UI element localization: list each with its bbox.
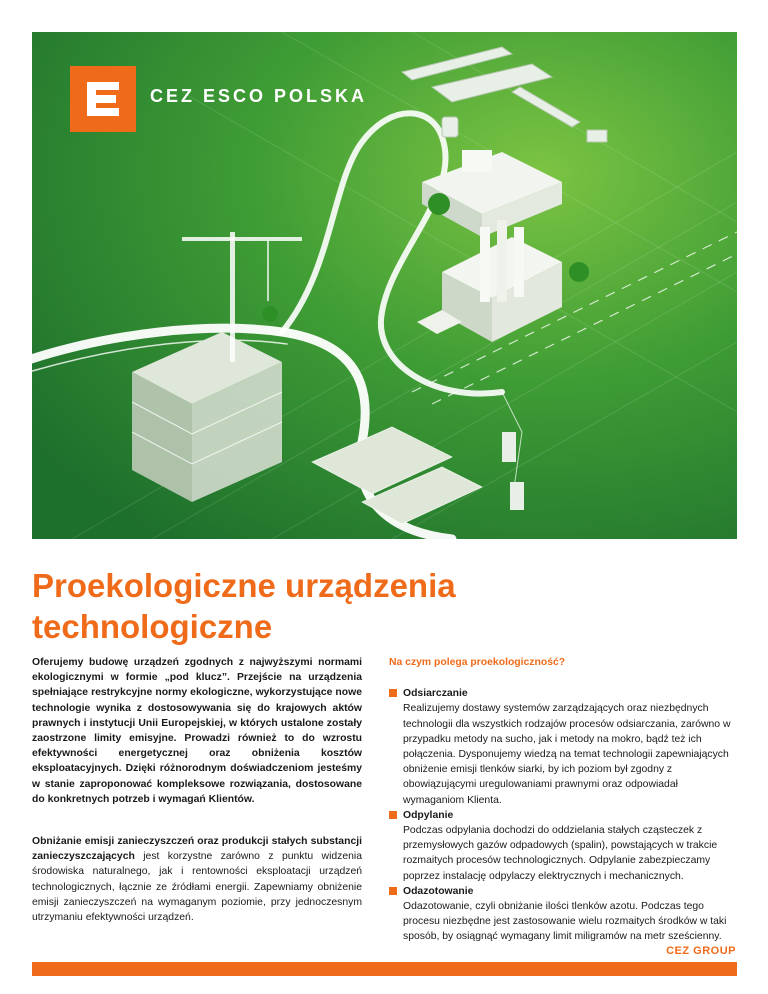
section-question: Na czym polega proekologiczność? bbox=[389, 657, 566, 668]
list-item bbox=[389, 808, 737, 884]
emissions-paragraph-bold: Obniżanie emisji zanieczyszczeń oraz produkcji stałych substancji zanieczyszczających bbox=[32, 836, 362, 863]
emissions-paragraph-text: jest korzystne zarówno z punktu widzenia środowiska naturalnego, jak i rentowności eksploatacji urządzeń technologicznych, łącznie ze źródłami energii. Zapewniamy obniżenie emisji zanieczyszczeń na wymaganym poziomie, przy jednoczesnym utrzymaniu efektywności urządzeń. bbox=[32, 851, 362, 924]
bottom-accent-bar bbox=[32, 962, 737, 976]
list-item-heading: Odsiarczanie bbox=[403, 688, 468, 700]
list-item-heading: Odazotowanie bbox=[403, 885, 474, 897]
intro-paragraph: Oferujemy budowę urządzeń zgodnych z najwyższymi normami ekologicznymi w formie „pod klucz”. Przejście na urządzenia spełniające restrykcyjne normy ekologiczne, wykorzystujące nowe technologie wynika z dostosowywania się do krajowych aktów prawnych i instytucji Unii Europejskiej, w których ustalone zostały zaostrzone limity emisyjne. Prowadzi również to do wzrostu efektywności energetycznej oraz obniżenia kosztów eksploatacyjnych. Dzięki różnorodnym doświadczeniom jesteśmy w stanie zaproponować kompleksowe rozwiązania, dostosowane do konkretnych potrzeb i wymagań Klientów. bbox=[32, 657, 362, 805]
cez-logo-icon bbox=[70, 66, 136, 132]
list-item-heading: Odpylanie bbox=[403, 809, 454, 821]
page-title-line-2: technologiczne bbox=[32, 608, 273, 645]
list-item bbox=[389, 884, 737, 945]
industrial-landscape-illustration bbox=[32, 32, 737, 539]
list-item-text: Realizujemy dostawy systemów zarządzających oraz niezbędnych technologii dla wszystkich rodzajów procesów odsiarczania, zarówno w przypadku metody na sucho, jak i metody na mokro, bądź też ich połączenia. Dysponujemy wiedzą na temat technologii zapewniających obniżenie emisji tlenków siarki, by ich poziom był zgodny z obowiązującymi uregulowaniami prawnymi oraz odpowiadał wymaganiom Klienta. bbox=[403, 703, 731, 806]
emissions-paragraph bbox=[32, 834, 362, 925]
page-title bbox=[32, 565, 632, 647]
footer-brand: CEZ GROUP bbox=[666, 945, 736, 957]
list-item-text: Odazotowanie, czyli obniżanie ilości tlenków azotu. Podczas tego procesu niezbędne jest zastosowanie wielu rozmaitych środków w taki sposób, by osiągnąć wymagany limit miligramów na metr sześcienny. bbox=[403, 901, 727, 943]
orange-square-bullet-icon bbox=[389, 811, 397, 819]
brand-name: CEZ ESCO POLSKA bbox=[150, 86, 368, 106]
list-item-text: Podczas odpylania dochodzi do oddzielania stałych cząsteczek z przemysłowych gazów odpadowych (spalin), powstających w trakcie rozmaitych procesów technologicznych. Odpylanie zabezpieczamy poprzez instalację odpylaczy elektrycznych i mechanicznych. bbox=[403, 825, 718, 882]
page-title-line-1: Proekologiczne urządzenia bbox=[32, 567, 456, 604]
hero-illustration bbox=[32, 32, 737, 539]
right-column bbox=[389, 655, 737, 945]
left-column bbox=[32, 655, 362, 952]
orange-square-bullet-icon bbox=[389, 887, 397, 895]
orange-square-bullet-icon bbox=[389, 689, 397, 697]
list-item bbox=[389, 686, 737, 808]
